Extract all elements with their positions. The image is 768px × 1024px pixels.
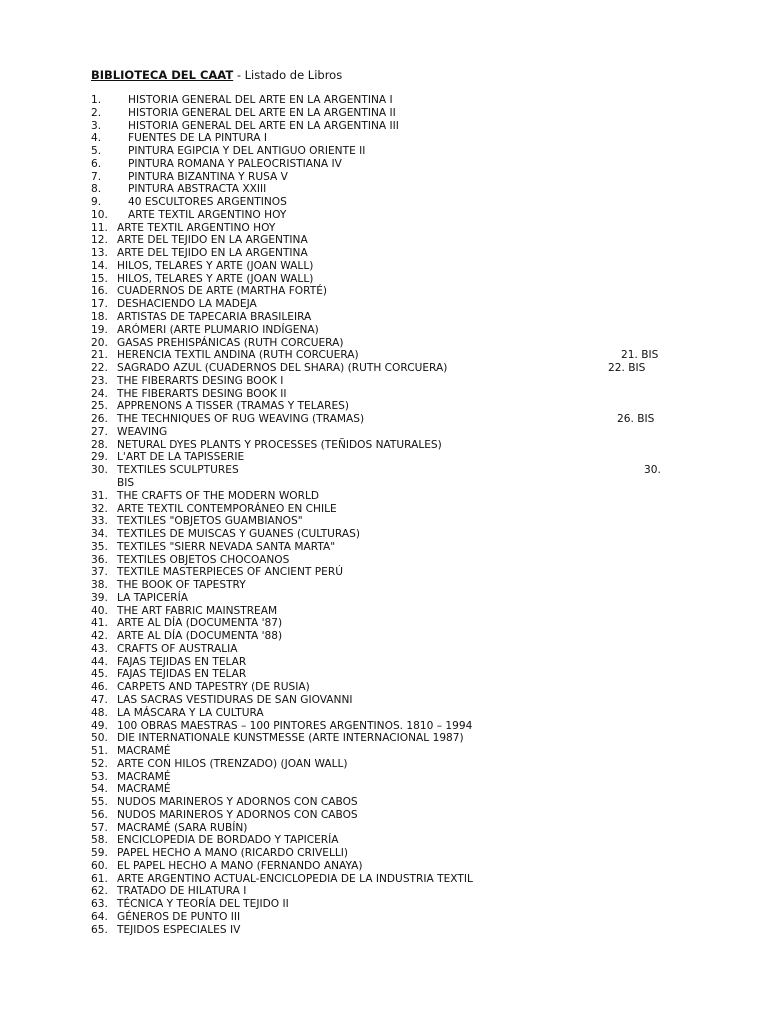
book-list-item [91, 554, 691, 567]
book-list-item [91, 515, 691, 528]
book-number: 34. [91, 528, 108, 541]
book-number: 50. [91, 732, 108, 745]
book-number: 47. [91, 694, 108, 706]
book-title: MACRAMÉ [117, 770, 171, 783]
book-list-item [91, 426, 691, 439]
book-title: CUADERNOS DE ARTE (MARTHA FORTÉ) [117, 285, 328, 298]
book-list-item [91, 694, 691, 707]
book-number: 5. [91, 145, 102, 158]
book-number: 26. [91, 413, 108, 426]
book-list-item [91, 898, 691, 911]
book-title: PINTURA BIZANTINA Y RUSA V [128, 170, 288, 183]
book-number: 4. [91, 132, 102, 145]
book-number: 3. [91, 119, 102, 132]
book-list-item [91, 541, 691, 554]
book-list-item [91, 183, 691, 196]
book-title: NUDOS MARINEROS Y ADORNOS CON CABOS [117, 808, 358, 821]
book-title: TEXTILES "OBJETOS GUAMBIANOS" [117, 515, 303, 528]
book-title: HISTORIA GENERAL DEL ARTE EN LA ARGENTINA I [128, 94, 393, 106]
book-title: NETURAL DYES PLANTS Y PROCESSES (TEÑIDOS NATURALES) [117, 438, 442, 451]
book-title: ARTE AL DÍA (DOCUMENTA '88) [117, 630, 283, 643]
book-number: 39. [91, 591, 108, 604]
book-number: 29. [91, 451, 108, 464]
book-title: FUENTES DE LA PINTURA I [128, 132, 268, 145]
book-number: 16. [91, 285, 108, 298]
book-list-item [91, 809, 691, 822]
book-title: ARTE CON HILOS (TRENZADO) (JOAN WALL) [117, 757, 348, 770]
book-number: 40. [91, 604, 108, 617]
book-number: 2. [91, 106, 102, 119]
book-list-item [91, 298, 691, 311]
book-title: TRATADO DE HILATURA I [117, 885, 247, 898]
book-title: MACRAMÉ [117, 745, 171, 758]
book-number: 59. [91, 847, 108, 860]
book-list-item [91, 388, 691, 401]
book-list-item [91, 311, 691, 324]
book-list-item [91, 196, 691, 209]
book-list-item [91, 528, 691, 541]
book-list-item [91, 707, 691, 720]
book-number: 8. [91, 183, 102, 196]
book-title: FAJAS TEJIDAS EN TELAR [117, 668, 247, 681]
book-number: 10. [91, 208, 108, 221]
book-number: 62. [91, 885, 108, 898]
book-number: 9. [91, 196, 102, 209]
book-list-item [91, 247, 691, 260]
book-list-item [91, 783, 691, 796]
book-list-item [91, 617, 691, 630]
book-list-item [91, 566, 691, 579]
book-number: 15. [91, 272, 108, 285]
book-number: 38. [91, 579, 108, 592]
book-title: ARTE AL DÍA (DOCUMENTA '87) [117, 617, 283, 630]
book-number: 48. [91, 706, 108, 719]
book-title: LA TAPICERÍA [117, 591, 188, 604]
book-title: THE BOOK OF TAPESTRY [117, 579, 246, 592]
book-number: 56. [91, 808, 108, 821]
book-list-item [91, 451, 691, 464]
book-title: PINTURA ABSTRACTA XXIII [128, 183, 267, 196]
book-number: 17. [91, 298, 108, 311]
book-title: MACRAMÉ [117, 783, 171, 796]
book-list-item [91, 171, 691, 184]
book-title: ARTE TEXTIL ARGENTINO HOY [128, 208, 287, 221]
bis-note-continuation: BIS [117, 476, 135, 489]
book-list-item [91, 464, 691, 490]
book-list-item [91, 630, 691, 643]
book-number: 53. [91, 770, 108, 783]
book-title: 100 OBRAS MAESTRAS – 100 PINTORES ARGENTINOS. 1810 – 1994 [117, 719, 473, 732]
book-title: APPRENONS A TISSER (TRAMAS Y TELARES) [117, 400, 350, 413]
book-number: 51. [91, 745, 108, 758]
book-number: 60. [91, 859, 108, 872]
book-number: 55. [91, 796, 108, 809]
book-list-item [91, 873, 691, 886]
book-list-item [91, 834, 691, 847]
book-list-item [91, 413, 691, 426]
document-subtitle: - Listado de Libros [233, 68, 343, 82]
book-number: 37. [91, 566, 108, 579]
book-list-item [91, 592, 691, 605]
book-number: 36. [91, 553, 108, 566]
book-title: HILOS, TELARES Y ARTE (JOAN WALL) [117, 272, 314, 285]
book-title: ENCICLOPEDIA DE BORDADO Y TAPICERÍA [117, 834, 339, 847]
book-title: HISTORIA GENERAL DEL ARTE EN LA ARGENTINA III [128, 119, 399, 132]
book-title: ARTE TEXTIL ARGENTINO HOY [117, 221, 276, 234]
book-title: 40 ESCULTORES ARGENTINOS [128, 196, 287, 209]
book-list-item [91, 260, 691, 273]
book-title: TEXTILES "SIERR NEVADA SANTA MARTA" [117, 540, 336, 553]
book-number: 14. [91, 259, 108, 272]
book-title: NUDOS MARINEROS Y ADORNOS CON CABOS [117, 796, 358, 809]
book-list-item [91, 885, 691, 898]
book-list-item [91, 439, 691, 452]
book-title: TÉCNICA Y TEORÍA DEL TEJIDO II [117, 898, 289, 911]
book-list-item [91, 822, 691, 835]
book-number: 20. [91, 336, 108, 349]
book-list-item [91, 145, 691, 158]
book-title: MACRAMÉ (SARA RUBÍN) [117, 821, 248, 834]
book-number: 49. [91, 719, 108, 732]
book-title: DIE INTERNATIONALE KUNSTMESSE (ARTE INTERNACIONAL 1987) [117, 732, 464, 745]
book-number: 23. [91, 374, 108, 387]
book-title: GÉNEROS DE PUNTO III [117, 911, 241, 924]
book-number: 58. [91, 834, 108, 847]
book-title: PINTURA ROMANA Y PALEOCRISTIANA IV [128, 157, 342, 170]
book-title: SAGRADO AZUL (CUADERNOS DEL SHARA) (RUTH CORCUERA) [117, 362, 448, 375]
book-number: 63. [91, 898, 108, 911]
book-list-item [91, 643, 691, 656]
bis-note: 26. BIS [617, 413, 655, 426]
book-number: 19. [91, 323, 108, 336]
book-title: EL PAPEL HECHO A MANO (FERNANDO ANAYA) [117, 859, 363, 872]
book-list-item [91, 605, 691, 618]
book-list-item [91, 158, 691, 171]
book-list-item [91, 337, 691, 350]
book-list-item [91, 349, 691, 362]
book-number: 18. [91, 311, 108, 324]
book-number: 45. [91, 668, 108, 681]
book-list-item [91, 400, 691, 413]
book-number: 27. [91, 425, 108, 438]
book-number: 46. [91, 681, 108, 694]
book-list-item [91, 107, 691, 120]
book-list-item [91, 273, 691, 286]
book-number: 13. [91, 247, 108, 260]
book-list-item [91, 222, 691, 235]
book-number: 12. [91, 234, 108, 247]
book-title: TEXTILES OBJETOS CHOCOANOS [117, 553, 290, 566]
book-number: 22. [91, 362, 108, 375]
book-number: 7. [91, 170, 102, 183]
book-list-item [91, 796, 691, 809]
book-number: 11. [91, 221, 108, 234]
book-title: THE FIBERARTS DESING BOOK I [117, 374, 284, 387]
book-number: 61. [91, 872, 108, 885]
book-title: ARÓMERI (ARTE PLUMARIO INDÍGENA) [117, 323, 319, 336]
book-list-item [91, 668, 691, 681]
book-title: TEJIDOS ESPECIALES IV [117, 923, 241, 936]
book-list-item [91, 732, 691, 745]
book-number: 31. [91, 489, 108, 502]
book-number: 43. [91, 642, 108, 655]
book-list-item [91, 120, 691, 133]
book-title: ARTE DEL TEJIDO EN LA ARGENTINA [117, 247, 308, 260]
book-title: ARTE TEXTIL CONTEMPORÁNEO EN CHILE [117, 502, 337, 515]
book-number: 64. [91, 911, 108, 924]
book-list-item [91, 490, 691, 503]
book-list [91, 94, 691, 937]
book-number: 21. [91, 349, 108, 362]
bis-note: 30. [644, 464, 661, 477]
book-list-item [91, 911, 691, 924]
book-list-item [91, 681, 691, 694]
book-number: 44. [91, 655, 108, 668]
book-title: CARPETS AND TAPESTRY (DE RUSIA) [117, 681, 310, 694]
bis-note: 22. BIS [608, 362, 646, 375]
book-list-item [91, 924, 691, 937]
book-title: THE ART FABRIC MAINSTREAM [117, 604, 278, 617]
book-number: 35. [91, 540, 108, 553]
book-title: LAS SACRAS VESTIDURAS DE SAN GIOVANNI [117, 694, 353, 706]
book-number: 28. [91, 438, 108, 451]
book-title: GASAS PREHISPÁNICAS (RUTH CORCUERA) [117, 336, 344, 349]
book-title: DESHACIENDO LA MADEJA [117, 298, 257, 311]
book-title: THE CRAFTS OF THE MODERN WORLD [117, 489, 320, 502]
bis-note: 21. BIS [621, 349, 659, 362]
book-number: 6. [91, 157, 102, 170]
book-title: TEXTILE MASTERPIECES OF ANCIENT PERÚ [117, 566, 343, 579]
book-title: PINTURA EGIPCIA Y DEL ANTIGUO ORIENTE II [128, 145, 366, 158]
book-list-item [91, 860, 691, 873]
book-title: ARTISTAS DE TAPECARIA BRASILEIRA [117, 311, 312, 324]
book-number: 25. [91, 400, 108, 413]
book-list-item [91, 745, 691, 758]
book-title: TEXTILES DE MUISCAS Y GUANES (CULTURAS) [117, 528, 360, 541]
book-title: ARTE ARGENTINO ACTUAL-ENCICLOPEDIA DE LA INDUSTRIA TEXTIL [117, 872, 473, 885]
book-title: ARTE DEL TEJIDO EN LA ARGENTINA [117, 234, 308, 247]
book-list-item [91, 375, 691, 388]
book-title: THE FIBERARTS DESING BOOK II [117, 387, 287, 400]
book-list-item [91, 324, 691, 337]
book-list-item [91, 579, 691, 592]
book-number: 57. [91, 821, 108, 834]
book-number: 65. [91, 923, 108, 936]
book-list-item [91, 758, 691, 771]
book-number: 30. [91, 464, 108, 477]
book-list-item [91, 847, 691, 860]
book-title: FAJAS TEJIDAS EN TELAR [117, 655, 247, 668]
book-title: L'ART DE LA TAPISSERIE [117, 451, 245, 464]
book-title: LA MÁSCARA Y LA CULTURA [117, 706, 264, 719]
book-title: WEAVING [117, 425, 168, 438]
book-title: PAPEL HECHO A MANO (RICARDO CRIVELLI) [117, 847, 349, 860]
book-title: HILOS, TELARES Y ARTE (JOAN WALL) [117, 259, 314, 272]
book-list-item [91, 771, 691, 784]
book-number: 52. [91, 757, 108, 770]
book-number: 32. [91, 502, 108, 515]
book-title: CRAFTS OF AUSTRALIA [117, 642, 238, 655]
book-number: 41. [91, 617, 108, 630]
book-title: TEXTILES SCULPTURES [117, 464, 239, 477]
document-title: BIBLIOTECA DEL CAAT [91, 68, 234, 82]
book-list-item [91, 720, 691, 733]
book-list-item [91, 234, 691, 247]
book-title: THE TECHNIQUES OF RUG WEAVING (TRAMAS) [117, 413, 365, 426]
book-number: 1. [91, 94, 102, 106]
document-header [91, 68, 342, 82]
book-list-item [91, 209, 691, 222]
book-list-item [91, 132, 691, 145]
book-number: 33. [91, 515, 108, 528]
book-list-item [91, 94, 691, 107]
book-title: HERENCIA TEXTIL ANDINA (RUTH CORCUERA) [117, 349, 359, 362]
book-list-item [91, 503, 691, 516]
book-title: HISTORIA GENERAL DEL ARTE EN LA ARGENTINA II [128, 106, 396, 119]
book-list-item [91, 656, 691, 669]
book-list-item [91, 285, 691, 298]
book-number: 24. [91, 387, 108, 400]
book-list-item [91, 362, 691, 375]
book-number: 42. [91, 630, 108, 643]
book-number: 54. [91, 783, 108, 796]
